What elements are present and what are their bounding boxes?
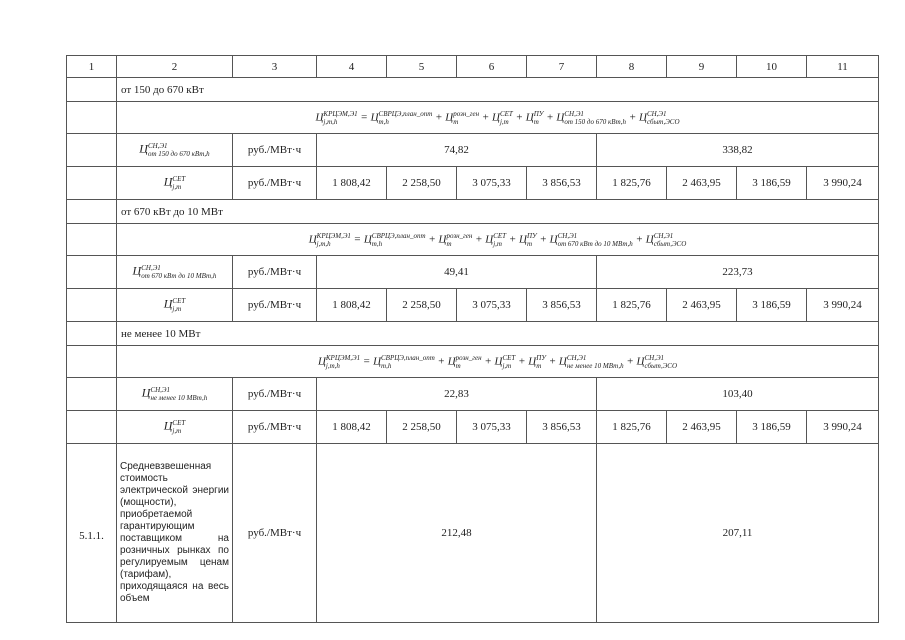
section-label: не менее 10 МВт — [117, 322, 879, 346]
unit-cell: руб./МВт·ч — [233, 134, 317, 167]
network-tariff-value: 2 463,95 — [667, 411, 737, 444]
network-tariff-value: 3 990,24 — [807, 167, 879, 200]
formula-row — [67, 346, 879, 378]
section-label: от 670 кВт до 10 МВт — [117, 200, 879, 224]
column-number-3: 3 — [233, 56, 317, 78]
index-cell-empty — [67, 78, 117, 102]
section-label-row — [67, 322, 879, 346]
index-cell-empty — [67, 167, 117, 200]
sales-markup-value-a: 74,82 — [317, 134, 597, 167]
network-tariff-symbol: Ц СЕТ j,m — [117, 411, 233, 444]
network-tariff-row — [67, 167, 879, 200]
network-tariff-value: 1 825,76 — [597, 411, 667, 444]
network-tariff-value: 1 808,42 — [317, 289, 387, 322]
section-label-row — [67, 78, 879, 102]
network-tariff-value: 3 186,59 — [737, 167, 807, 200]
column-number-1: 1 — [67, 56, 117, 78]
index-cell-empty — [67, 256, 117, 289]
column-number-9: 9 — [667, 56, 737, 78]
network-tariff-value: 2 258,50 — [387, 167, 457, 200]
network-tariff-value: 1 808,42 — [317, 411, 387, 444]
network-tariff-value: 3 186,59 — [737, 411, 807, 444]
sales-markup-value-b: 103,40 — [597, 378, 879, 411]
formula-row — [67, 224, 879, 256]
unit-cell: руб./МВт·ч — [233, 289, 317, 322]
item-value-a: 212,48 — [317, 444, 597, 623]
section-label-row — [67, 200, 879, 224]
sales-markup-value-a: 22,83 — [317, 378, 597, 411]
index-cell-empty — [67, 134, 117, 167]
network-tariff-row — [67, 289, 879, 322]
sales-markup-value-a: 49,41 — [317, 256, 597, 289]
index-cell-empty — [67, 200, 117, 224]
column-number-2: 2 — [117, 56, 233, 78]
item-description: Средневзвешенная стоимость электрической энергии (мощности), приобретаемой гарантирующим поставщиком на розничных рынках по регулируемым ценам (тарифам), приходящаяся на весь объем — [117, 444, 233, 623]
sales-markup-row — [67, 134, 879, 167]
sales-markup-value-b: 223,73 — [597, 256, 879, 289]
sales-markup-symbol: Ц СН,Э1 от 150 до 670 кВт,h — [117, 134, 233, 167]
item-index: 5.1.1. — [67, 444, 117, 623]
table-body — [67, 56, 879, 623]
unit-cell: руб./МВт·ч — [233, 256, 317, 289]
unit-cell: руб./МВт·ч — [233, 167, 317, 200]
network-tariff-value: 3 990,24 — [807, 411, 879, 444]
column-number-11: 11 — [807, 56, 879, 78]
column-number-4: 4 — [317, 56, 387, 78]
section-label: от 150 до 670 кВт — [117, 78, 879, 102]
price-formula: Ц КРЦЭМ,Э1 j,m,h = Ц СВРЦЭ,план_опт m,h + Ц розн_ген m + Ц СЕТ j,m + Ц ПУ m + Ц СН,Э1 не менее 10 МВт,h + Ц СН,Э1 сбыт,ЭСО — [117, 346, 879, 378]
sales-markup-value-b: 338,82 — [597, 134, 879, 167]
network-tariff-value: 3 075,33 — [457, 167, 527, 200]
unit-cell: руб./МВт·ч — [233, 411, 317, 444]
sales-markup-symbol: Ц СН,Э1 от 670 кВт до 10 МВт,h — [117, 256, 233, 289]
column-number-6: 6 — [457, 56, 527, 78]
network-tariff-value: 1 808,42 — [317, 167, 387, 200]
network-tariff-value: 3 186,59 — [737, 289, 807, 322]
tariff-table — [66, 55, 879, 623]
formula-row — [67, 102, 879, 134]
sales-markup-row — [67, 256, 879, 289]
network-tariff-row — [67, 411, 879, 444]
item-5-1-1-row — [67, 444, 879, 623]
index-cell-empty — [67, 322, 117, 346]
network-tariff-value: 2 258,50 — [387, 289, 457, 322]
header-row — [67, 56, 879, 78]
column-number-10: 10 — [737, 56, 807, 78]
network-tariff-symbol: Ц СЕТ j,m — [117, 167, 233, 200]
network-tariff-value: 2 463,95 — [667, 289, 737, 322]
network-tariff-value: 2 258,50 — [387, 411, 457, 444]
index-cell-empty — [67, 289, 117, 322]
network-tariff-symbol: Ц СЕТ j,m — [117, 289, 233, 322]
column-number-5: 5 — [387, 56, 457, 78]
index-cell-empty — [67, 224, 117, 256]
network-tariff-value: 3 075,33 — [457, 411, 527, 444]
column-number-8: 8 — [597, 56, 667, 78]
item-value-b: 207,11 — [597, 444, 879, 623]
network-tariff-value: 3 856,53 — [527, 167, 597, 200]
network-tariff-value: 1 825,76 — [597, 167, 667, 200]
price-formula: Ц КРЦЭМ,Э1 j,m,h = Ц СВРЦЭ,план_опт m,h + Ц розн_ген m + Ц СЕТ j,m + Ц ПУ m + Ц СН,Э1 от 150 до 670 кВт,h + Ц СН,Э1 сбыт,ЭСО — [117, 102, 879, 134]
network-tariff-value: 1 825,76 — [597, 289, 667, 322]
network-tariff-value: 2 463,95 — [667, 167, 737, 200]
network-tariff-value: 3 856,53 — [527, 289, 597, 322]
network-tariff-value: 3 856,53 — [527, 411, 597, 444]
unit-cell: руб./МВт·ч — [233, 378, 317, 411]
index-cell-empty — [67, 346, 117, 378]
index-cell-empty — [67, 411, 117, 444]
item-unit: руб./МВт·ч — [233, 444, 317, 623]
sales-markup-symbol: Ц СН,Э1 не менее 10 МВт,h — [117, 378, 233, 411]
price-formula: Ц КРЦЭМ,Э1 j,m,h = Ц СВРЦЭ,план_опт m,h + Ц розн_ген m + Ц СЕТ j,m + Ц ПУ m + Ц СН,Э1 от 670 кВт до 10 МВт,h + Ц СН,Э1 сбыт,ЭСО — [117, 224, 879, 256]
index-cell-empty — [67, 102, 117, 134]
network-tariff-value: 3 075,33 — [457, 289, 527, 322]
sales-markup-row — [67, 378, 879, 411]
column-number-7: 7 — [527, 56, 597, 78]
index-cell-empty — [67, 378, 117, 411]
network-tariff-value: 3 990,24 — [807, 289, 879, 322]
